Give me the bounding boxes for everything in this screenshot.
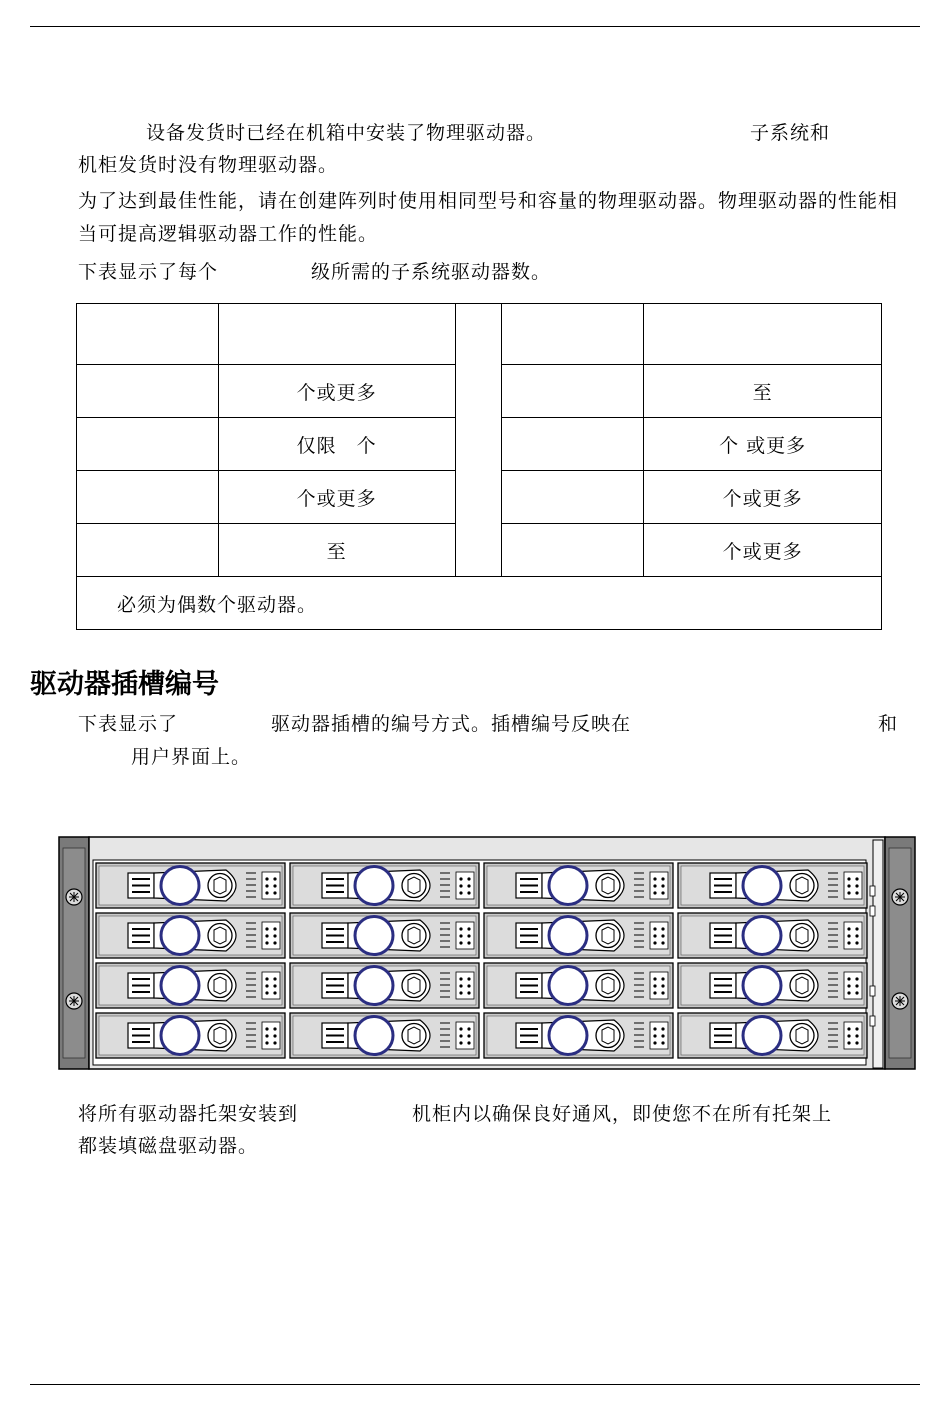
table-intro-part2: 级所需的子系统驱动器数。 — [311, 261, 552, 283]
table-header-cell — [502, 304, 644, 365]
slot-number-marker — [743, 867, 781, 905]
table-header-cell — [218, 304, 455, 365]
table-footnote: 必须为偶数个驱动器。 — [77, 577, 882, 630]
slot-number-marker — [355, 867, 393, 905]
raid-drive-table — [76, 303, 882, 630]
table-cell-right-count: 个或更多 — [644, 524, 882, 577]
chassis-illustration — [58, 836, 918, 1072]
table-header-row — [77, 304, 882, 365]
slot-number-marker — [355, 917, 393, 955]
table-cell — [77, 471, 219, 524]
section-desc-c: 和 — [878, 713, 899, 735]
slot-number-marker — [355, 967, 393, 1005]
table-cell-left-count: 仅限 个 — [218, 418, 455, 471]
slot-number-marker — [743, 967, 781, 1005]
section-desc-d: 用户界面上。 — [131, 746, 252, 768]
intro-line1-a: 设备发货时已经在机箱中安装了物理驱动器。 — [146, 122, 547, 144]
slot-number-marker — [161, 967, 199, 1005]
slot-number-marker — [549, 1017, 587, 1055]
slot-number-marker — [743, 917, 781, 955]
table-spacer — [455, 304, 502, 577]
footer-rule — [30, 1384, 920, 1385]
slot-number-marker — [743, 1017, 781, 1055]
table-cell — [77, 365, 219, 418]
section-desc-b: 驱动器插槽的编号方式。插槽编号反映在 — [271, 713, 632, 735]
slot-number-marker — [161, 1017, 199, 1055]
section-desc-a: 下表显示了 — [78, 713, 179, 735]
table-cell-left-count: 个或更多 — [218, 365, 455, 418]
table-cell — [77, 418, 219, 471]
footer-note-line2: 都装填磁盘驱动器。 — [78, 1135, 259, 1157]
intro-line2: 机柜发货时没有物理驱动器。 — [78, 154, 339, 176]
table-cell-right-count: 个 或更多 — [644, 418, 882, 471]
table-cell — [77, 524, 219, 577]
slot-number-marker — [161, 867, 199, 905]
table-cell-left-count: 个或更多 — [218, 471, 455, 524]
performance-note: 为了达到最佳性能，请在创建阵列时使用相同型号和容量的物理驱动器。物理驱动器的性能相当可提高逻辑驱动器工作的性能。 — [78, 190, 899, 245]
table-cell-left-count: 至 — [218, 524, 455, 577]
table-intro-part1: 下表显示了每个 — [78, 261, 219, 283]
slot-number-marker — [355, 1017, 393, 1055]
table-header-cell — [644, 304, 882, 365]
intro-line1-b: 子系统和 — [750, 122, 831, 144]
drive-chassis-diagram — [58, 836, 918, 1076]
table-cell — [502, 365, 644, 418]
table-cell — [502, 418, 644, 471]
footer-note-part2: 机柜内以确保良好通风，即使您不在所有托架上 — [412, 1103, 833, 1125]
table-cell — [502, 524, 644, 577]
slot-number-marker — [549, 867, 587, 905]
table-cell — [502, 471, 644, 524]
header-rule — [30, 26, 920, 27]
slot-number-marker — [161, 917, 199, 955]
table-header-cell — [77, 304, 219, 365]
table-footnote-row — [77, 577, 882, 630]
table-cell-right-count: 个或更多 — [644, 471, 882, 524]
slot-number-marker — [549, 967, 587, 1005]
table-cell-right-count: 至 — [644, 365, 882, 418]
section-title: 驱动器插槽编号 — [30, 669, 219, 700]
slot-number-marker — [549, 917, 587, 955]
footer-note-part1: 将所有驱动器托架安装到 — [78, 1103, 299, 1125]
